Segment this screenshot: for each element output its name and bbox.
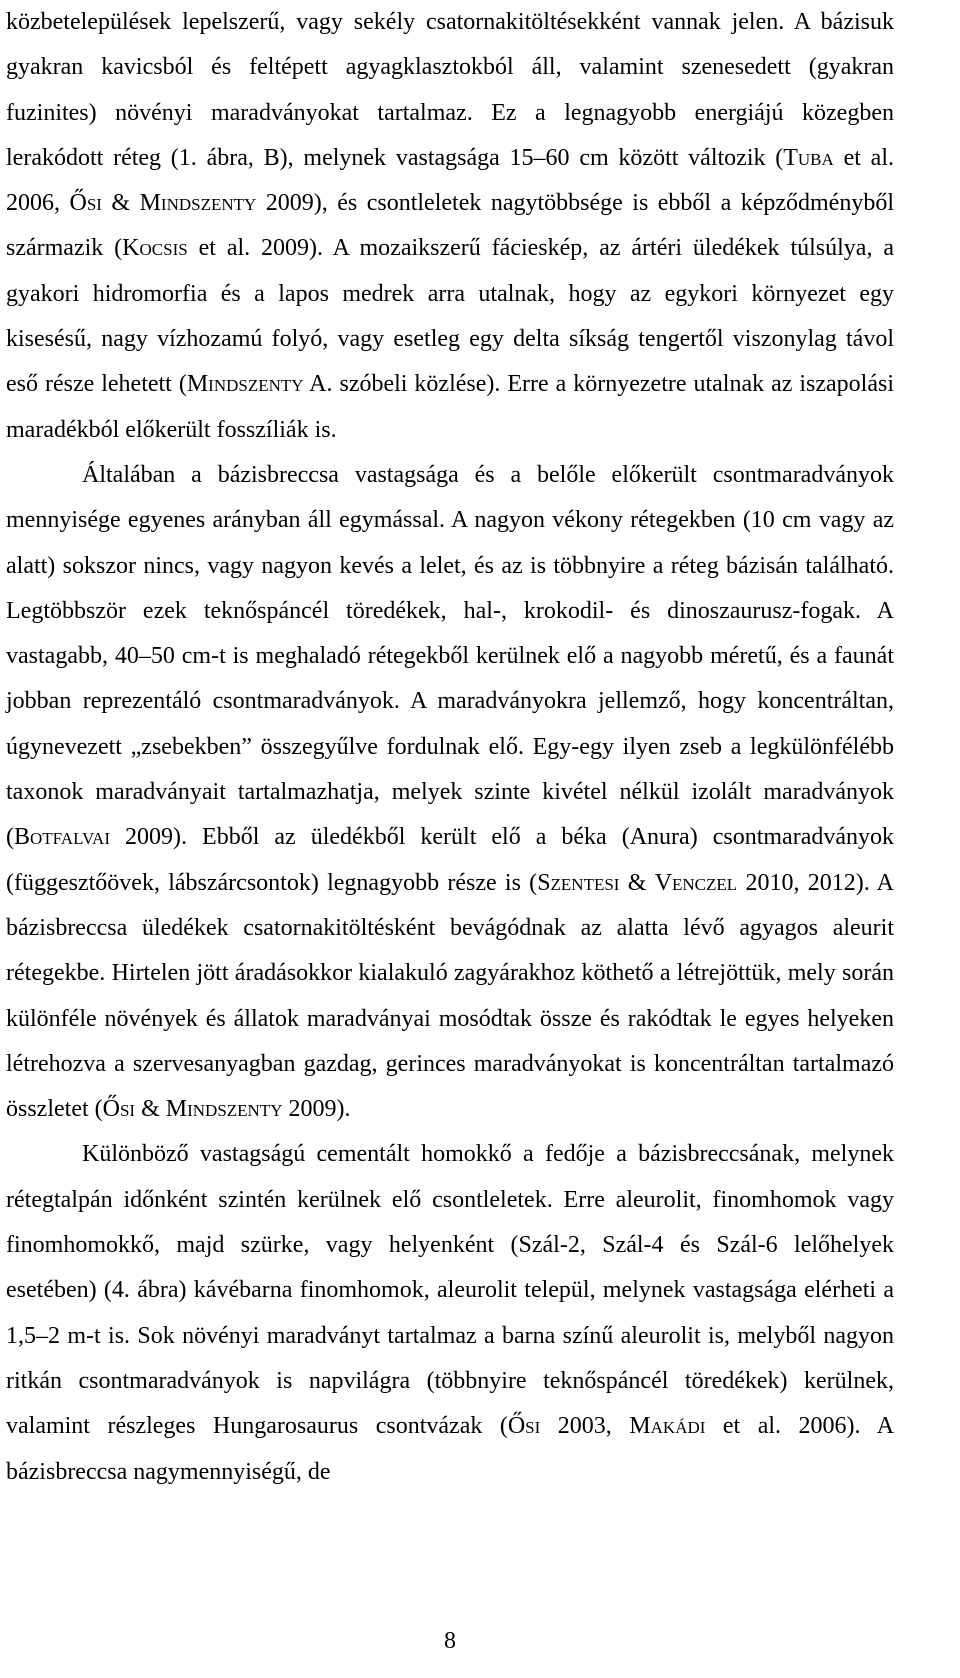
author-name: Botfalvai: [14, 824, 110, 851]
text-run: 2010, 2012). A bázisbreccsa üledékek csatornakitöltésként bevágódnak az alatta lévő agyagos aleurit rétegekbe. Hirtelen jött áradásokkor kialakuló zagyárakhoz köthető a létrejöttük, mely során különféle növények és állatok maradványai mosódtak össze és rakódtak le egyes helyeken létrehozva a szervesanyagban gazdag, gerinces maradványokat is koncentráltan tartalmazó összletet (: [6, 869, 895, 1123]
text-run: Különböző vastagságú cementált homokkő a fedője a bázisbreccsának, melynek rétegtalpán időnként szintén kerülnek elő csontleletek. Erre aleurolit, finomhomok vagy finomhomokkő, majd szürke, vagy helyenként (Szál-2, Szál-4 és Szál-6 lelőhelyek esetében) (4. ábra) kávébarna finomhomok, aleurolit települ, melynek vastagsága elérheti a 1,5–2 m-t is. Sok növényi maradványt tartalmaz a barna színű aleurolit is, melyből nagyon ritkán csontmaradványok is napvilágra (többnyire teknőspáncél töredékek) kerülnek, valamint részleges: [6, 1141, 894, 1440]
text-run: 2009). Ebből az üledékből került elő a béka (Anura) csontmaradványok (függesztőövek, lábszárcsontok) legnagyobb része is (: [6, 824, 894, 896]
text-run: 2009).: [282, 1096, 351, 1123]
paragraph-1: [6, 0, 894, 453]
text-run: csontvázak (: [358, 1413, 508, 1440]
author-name: Venczel: [654, 869, 738, 896]
text-run: A. szóbeli közlése). Erre a környezetre utalnak az iszapolási maradékból előkerült fosszíliák is.: [6, 371, 894, 443]
text-run: 2003,: [540, 1413, 630, 1440]
author-name: Mindszenty: [139, 190, 257, 217]
page-number: 8: [444, 1628, 456, 1654]
text-run: et al. 2009). A mozaikszerű fácieskép, az ártéri üledékek túlsúlya, a gyakori hidromorfia és a lapos medrek arra utalnak, hogy az egykori környezet egy kisesésű, nagy vízhozamú folyó, vagy esetleg egy delta síkság tengertől viszonylag távol eső része lehetett (: [6, 235, 894, 398]
text-run: 2009), és csontleletek nagytöbbsége is ebből a képződményből származik (: [6, 190, 895, 262]
author-name: Makádi: [629, 1413, 706, 1440]
text-run: &: [619, 869, 655, 896]
author-name: Tuba: [783, 144, 834, 171]
author-name: Szentesi: [537, 869, 620, 896]
author-name: Kocsis: [122, 235, 188, 262]
body-text: [6, 0, 894, 1495]
author-name: Mindszenty: [186, 371, 304, 398]
paragraph-3: [6, 1132, 894, 1494]
author-name: Ősi: [102, 1096, 136, 1123]
text-run: &: [135, 1096, 166, 1123]
paragraph-2: [6, 453, 894, 1132]
text-run: Hungarosaurus: [212, 1413, 359, 1440]
text-run: &: [101, 190, 140, 217]
text-run: közbetelepülések lepelszerű, vagy sekély csatornakitöltésekként vannak jelen. A bázisuk gyakran kavicsból és feltépett agyagklasztokból áll, valamint szenesedett (gyakran fuzinites) növényi maradványokat tartalmaz. Ez a legnagyobb energiájú közegben lerakódott réteg (1. ábra, B), melynek vastagsága 15–60 cm között változik (: [6, 9, 894, 171]
author-name: Mindszenty: [165, 1096, 283, 1123]
text-run: et al. 2006). A bázisbreccsa nagymennyiségű, de: [6, 1413, 895, 1485]
text-run: Általában a bázisbreccsa vastagsága és a belőle előkerült csontmaradványok mennyisége egyenes arányban áll egymással. A nagyon vékony rétegekben (10 cm vagy az alatt) sokszor nincs, vagy nagyon kevés a lelet, és az is többnyire a réteg bázisán található. Legtöbbször ezek teknőspáncél töredékek, hal-, krokodil- és dinoszaurusz-fogak. A vastagabb, 40–50 cm-t is meghaladó rétegekből kerülnek elő a nagyobb méretű, és a faunát jobban reprezentáló csontmaradványok. A maradványokra jellemző, hogy koncentráltan, úgynevezett „zsebekben” összegyűlve fordulnak elő. Egy-egy ilyen zseb a legkülönfélébb taxonok maradványait tartalmazhatja, melyek szinte kivétel nélkül izolált maradványok (: [6, 461, 894, 851]
author-name: Ősi: [69, 190, 102, 217]
author-name: Ősi: [507, 1413, 541, 1440]
text-run: et al. 2006,: [6, 144, 894, 217]
